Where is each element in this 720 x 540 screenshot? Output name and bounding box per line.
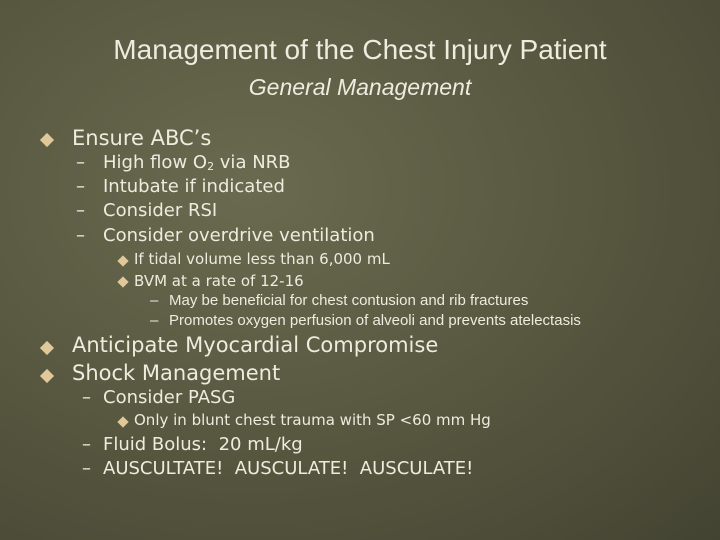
section-heading-myocardial: Anticipate Myocardial Compromise [72, 333, 439, 357]
diamond-bullet-icon [117, 255, 128, 266]
sub-list-item: BVM at a rate of 12-16 [134, 272, 304, 290]
list-item: Fluid Bolus: 20 mL/kg [103, 434, 303, 455]
note-item: May be beneficial for chest contusion and rib fractures [169, 292, 529, 309]
list-item-dash: – [82, 387, 91, 408]
list-item-dash: – [82, 458, 91, 479]
list-item: Consider PASG [103, 387, 236, 408]
list-item: Consider overdrive ventilation [103, 225, 375, 246]
note-dash: – [150, 312, 159, 329]
list-item-dash: – [76, 152, 85, 173]
list-item-dash: – [76, 176, 85, 197]
list-item-text: High flow O [103, 152, 208, 173]
list-item-text: via NRB [214, 152, 291, 173]
sub-list-item: If tidal volume less than 6,000 mL [134, 250, 390, 268]
note-item: Promotes oxygen perfusion of alveoli and prevents atelectasis [169, 312, 581, 329]
note-dash: – [150, 292, 159, 309]
list-item: AUSCULTATE! AUSCULATE! AUSCULATE! [103, 458, 474, 479]
diamond-bullet-icon [40, 341, 54, 355]
section-heading-shock: Shock Management [72, 361, 281, 385]
list-item-dash: – [82, 434, 91, 455]
diamond-bullet-icon [117, 416, 128, 427]
list-item-dash: – [76, 200, 85, 221]
section-heading-abc: Ensure ABC’s [72, 126, 212, 150]
list-item: Consider RSI [103, 200, 218, 221]
diamond-bullet-icon [117, 276, 128, 287]
diamond-bullet-icon [40, 369, 54, 383]
sub-list-item: Only in blunt chest trauma with SP <60 mm Hg [134, 411, 491, 429]
slide-subtitle: General Management [248, 74, 472, 100]
diamond-bullet-icon [40, 133, 54, 147]
list-item: Intubate if indicated [103, 176, 285, 197]
list-item [103, 152, 291, 173]
list-item-dash: – [76, 225, 85, 246]
subscript: 2 [207, 160, 215, 173]
slide-title: Management of the Chest Injury Patient [113, 34, 607, 65]
